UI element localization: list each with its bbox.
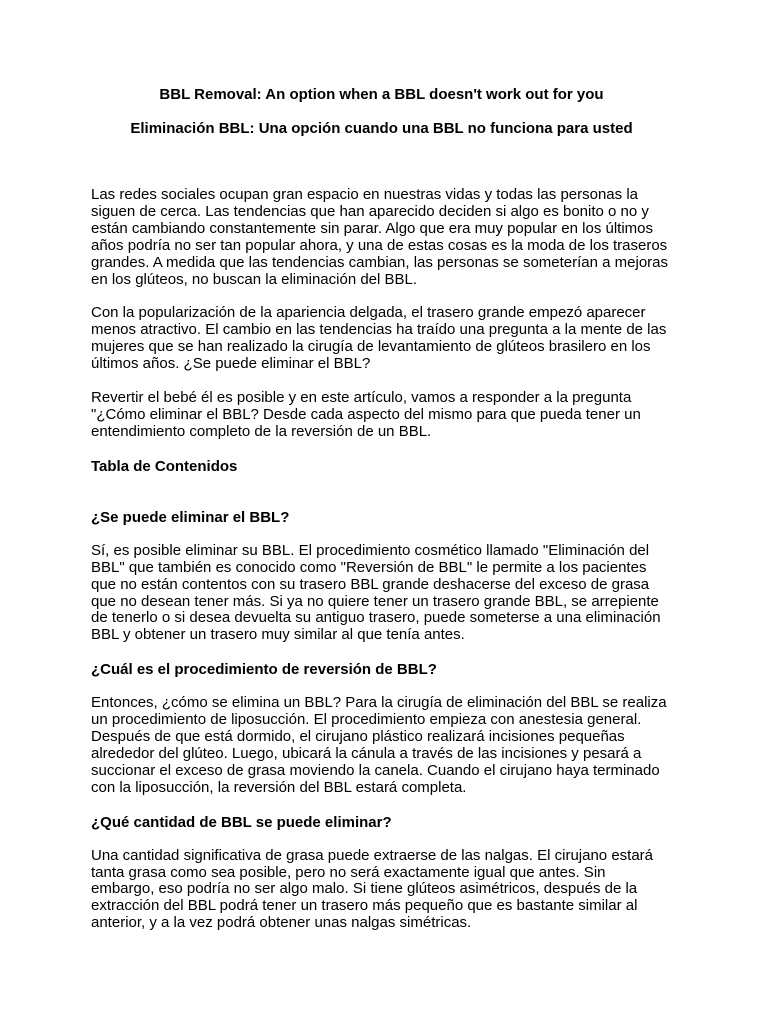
section-3-heading: ¿Qué cantidad de BBL se puede eliminar? (91, 813, 392, 831)
section-1-text: Sí, es posible eliminar su BBL. El procedimiento cosmético llamado "Eliminación del BBL" que también es conocido como "Reversión de BBL" le permite a los pacientes que no están contentos con su trasero BBL grande deshacerse del exceso de grasa que no desean tener más. Si ya no quiere tener un trasero grande BBL, se arrepiente de tenerlo o si desea devuelta su antiguo trasero, puede someterse a una eliminación BBL y obtener un trasero muy similar al que tenía antes. (91, 541, 661, 644)
section-3-text: Una cantidad significativa de grasa puede extraerse de las nalgas. El cirujano estará tanta grasa como sea posible, pero no será exactamente igual que antes. Sin embargo, eso podría no ser algo malo. Si tiene glúteos asimétricos, después de la extracción del BBL podrá tener un trasero más pequeño que es bastante similar al anterior, y a la vez podrá obtener unas nalgas simétricas. (91, 846, 654, 932)
document-title-english: BBL Removal: An option when a BBL doesn't work out for you (159, 86, 604, 103)
intro-paragraph-1: Las redes sociales ocupan gran espacio en nuestras vidas y todas las personas la siguen de cerca. Las tendencias que han aparecido deciden si algo es bonito o no y están cambiando constantemente sin parar. Algo que era muy popular en los últimos años podría no ser tan popular ahora, y una de estas cosas es la moda de los traseros grandes. A medida que las tendencias cambian, las personas se someterían a mejoras en los glúteos, no buscan la eliminación del BBL. (91, 186, 669, 288)
table-of-contents-heading: Tabla de Contenidos (91, 457, 238, 475)
intro-paragraph-2: Con la popularización de la apariencia delgada, el trasero grande empezó aparecer menos atractivo. El cambio en las tendencias ha traído una pregunta a la mente de las mujeres que se han realizado la cirugía de levantamiento de glúteos brasilero en los últimos años. ¿Se puede eliminar el BBL? (91, 304, 667, 373)
section-1-heading: ¿Se puede eliminar el BBL? (91, 508, 290, 526)
document-title-spanish: Eliminación BBL: Una opción cuando una BBL no funciona para usted (130, 120, 633, 137)
section-2-text: Entonces, ¿cómo se elimina un BBL? Para la cirugía de eliminación del BBL se realiza un procedimiento de liposucción. El procedimiento empieza con anestesia general. Después de que está dormido, el cirujano plástico realizará incisiones pequeñas alrededor del glúteo. Luego, ubicará la cánula a través de las incisiones y pesará a succionar el exceso de grasa moviendo la canela. Cuando el cirujano haya terminado con la liposucción, la reversión del BBL estará completa. (91, 694, 667, 796)
section-2-heading: ¿Cuál es el procedimiento de reversión de BBL? (91, 661, 437, 679)
intro-paragraph-3: Revertir el bebé él es posible y en este artículo, vamos a responder a la pregunta "¿Cómo eliminar el BBL? Desde cada aspecto del mismo para que pueda tener un entendimiento completo de la reversión de un BBL. (91, 389, 641, 440)
